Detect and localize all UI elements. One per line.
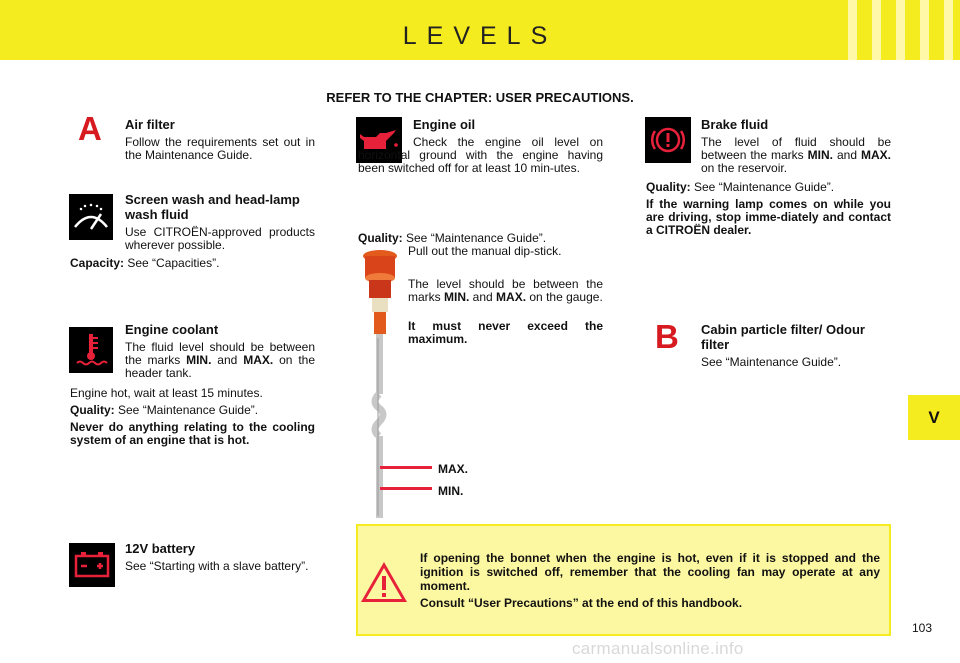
battery-icon: [69, 543, 115, 587]
page-title: LEVELS: [402, 22, 558, 50]
min-label: MIN.: [438, 484, 464, 498]
oil-quality-value: See “Maintenance Guide”.: [402, 231, 547, 245]
dipstick-level-pre: The level should be between the marks: [408, 277, 603, 304]
section-letter-b: B: [655, 318, 679, 355]
coolant-max: MAX.: [243, 353, 274, 367]
brake-warning-icon: [645, 117, 691, 163]
brake-quality-label: Quality:: [646, 180, 691, 194]
section-letter-a: A: [78, 110, 102, 147]
screen-wash-text: Use CITROËN-approved products wherever possible.: [125, 225, 315, 252]
warning-line-2: Consult “User Precautions” at the end of this handbook.: [420, 596, 743, 610]
dipstick-and: and: [469, 290, 497, 304]
coolant-quality-value: See “Maintenance Guide”.: [114, 403, 259, 417]
brake-text-post: on the reservoir.: [701, 161, 788, 175]
battery-text: See “Starting with a slave battery”.: [125, 559, 309, 573]
engine-coolant-title: Engine coolant: [125, 322, 219, 337]
dipstick-never-text: It must never exceed the maximum.: [408, 319, 603, 346]
warning-triangle-icon: [359, 560, 409, 604]
coolant-quality: [70, 404, 258, 417]
brake-quality: [646, 181, 834, 194]
max-marker: [380, 466, 432, 469]
dipstick-max: MAX.: [496, 290, 527, 304]
watermark: carmanualsonline.info: [572, 639, 744, 658]
warning-line-1: If opening the bonnet when the engine is hot, even if it is stopped and the ignition is switched off, remember that the cooling fan may operate at any moment.: [420, 551, 880, 593]
dipstick-pull-text: Pull out the manual dip-stick.: [408, 244, 562, 258]
air-filter-title: Air filter: [125, 117, 175, 132]
coolant-temperature-icon: [69, 327, 113, 373]
coolant-quality-label: Quality:: [70, 403, 115, 417]
warning-text: [420, 551, 880, 610]
page-number: 103: [912, 621, 933, 635]
cabin-filter-text: See “Maintenance Guide”.: [701, 355, 842, 369]
capacity-label: Capacity:: [70, 256, 125, 270]
engine-coolant-text: [125, 341, 315, 380]
cabin-filter-title: Cabin particle filter/ Odour filter: [701, 322, 865, 352]
oil-quality-label: Quality:: [358, 231, 403, 245]
dipstick-level-text: [408, 278, 603, 304]
battery-title: 12V battery: [125, 541, 196, 556]
air-filter-text: Follow the requirements set out in the Maintenance Guide.: [125, 135, 315, 162]
brake-quality-value: See “Maintenance Guide”.: [690, 180, 835, 194]
brake-fluid-title: Brake fluid: [701, 117, 769, 132]
brake-text-pre: The level of fluid should be between the marks: [701, 135, 891, 162]
screen-wash-capacity: [70, 257, 219, 270]
brake-and: and: [833, 148, 861, 162]
coolant-hot-note: Engine hot, wait at least 15 minutes.: [70, 386, 263, 400]
chapter-tab: V: [908, 395, 960, 440]
brake-min: MIN.: [807, 148, 834, 162]
screen-wash-title: Screen wash and head-lamp wash fluid: [125, 192, 300, 222]
dipstick-image: [355, 248, 405, 523]
capacity-value: See “Capacities”.: [124, 256, 220, 270]
brake-warning-text: If the warning lamp comes on while you are driving, stop imme-diately and contact a CITROËN dealer.: [646, 197, 891, 237]
brake-fluid-text: [701, 136, 891, 175]
engine-oil-title: Engine oil: [413, 117, 476, 132]
coolant-warning: Never do anything relating to the cooling system of an engine that is hot.: [70, 420, 315, 447]
max-label: MAX.: [438, 462, 468, 476]
coolant-min: MIN.: [186, 353, 212, 367]
coolant-text-pre: The fluid level should be between the marks: [125, 340, 315, 367]
dipstick-min: MIN.: [444, 290, 470, 304]
coolant-and: and: [211, 353, 244, 367]
refer-heading: REFER TO THE CHAPTER: USER PRECAUTIONS.: [326, 90, 634, 105]
dipstick-level-post: on the gauge.: [526, 290, 603, 304]
brake-max: MAX.: [861, 148, 891, 162]
min-marker: [380, 487, 432, 490]
coolant-text-post: on the header tank.: [125, 353, 315, 380]
wiper-washer-icon: [69, 194, 113, 240]
engine-oil-text: Check the engine oil level on horizontal ground with the engine having been switched off for at least 10 min-utes.: [358, 135, 603, 175]
